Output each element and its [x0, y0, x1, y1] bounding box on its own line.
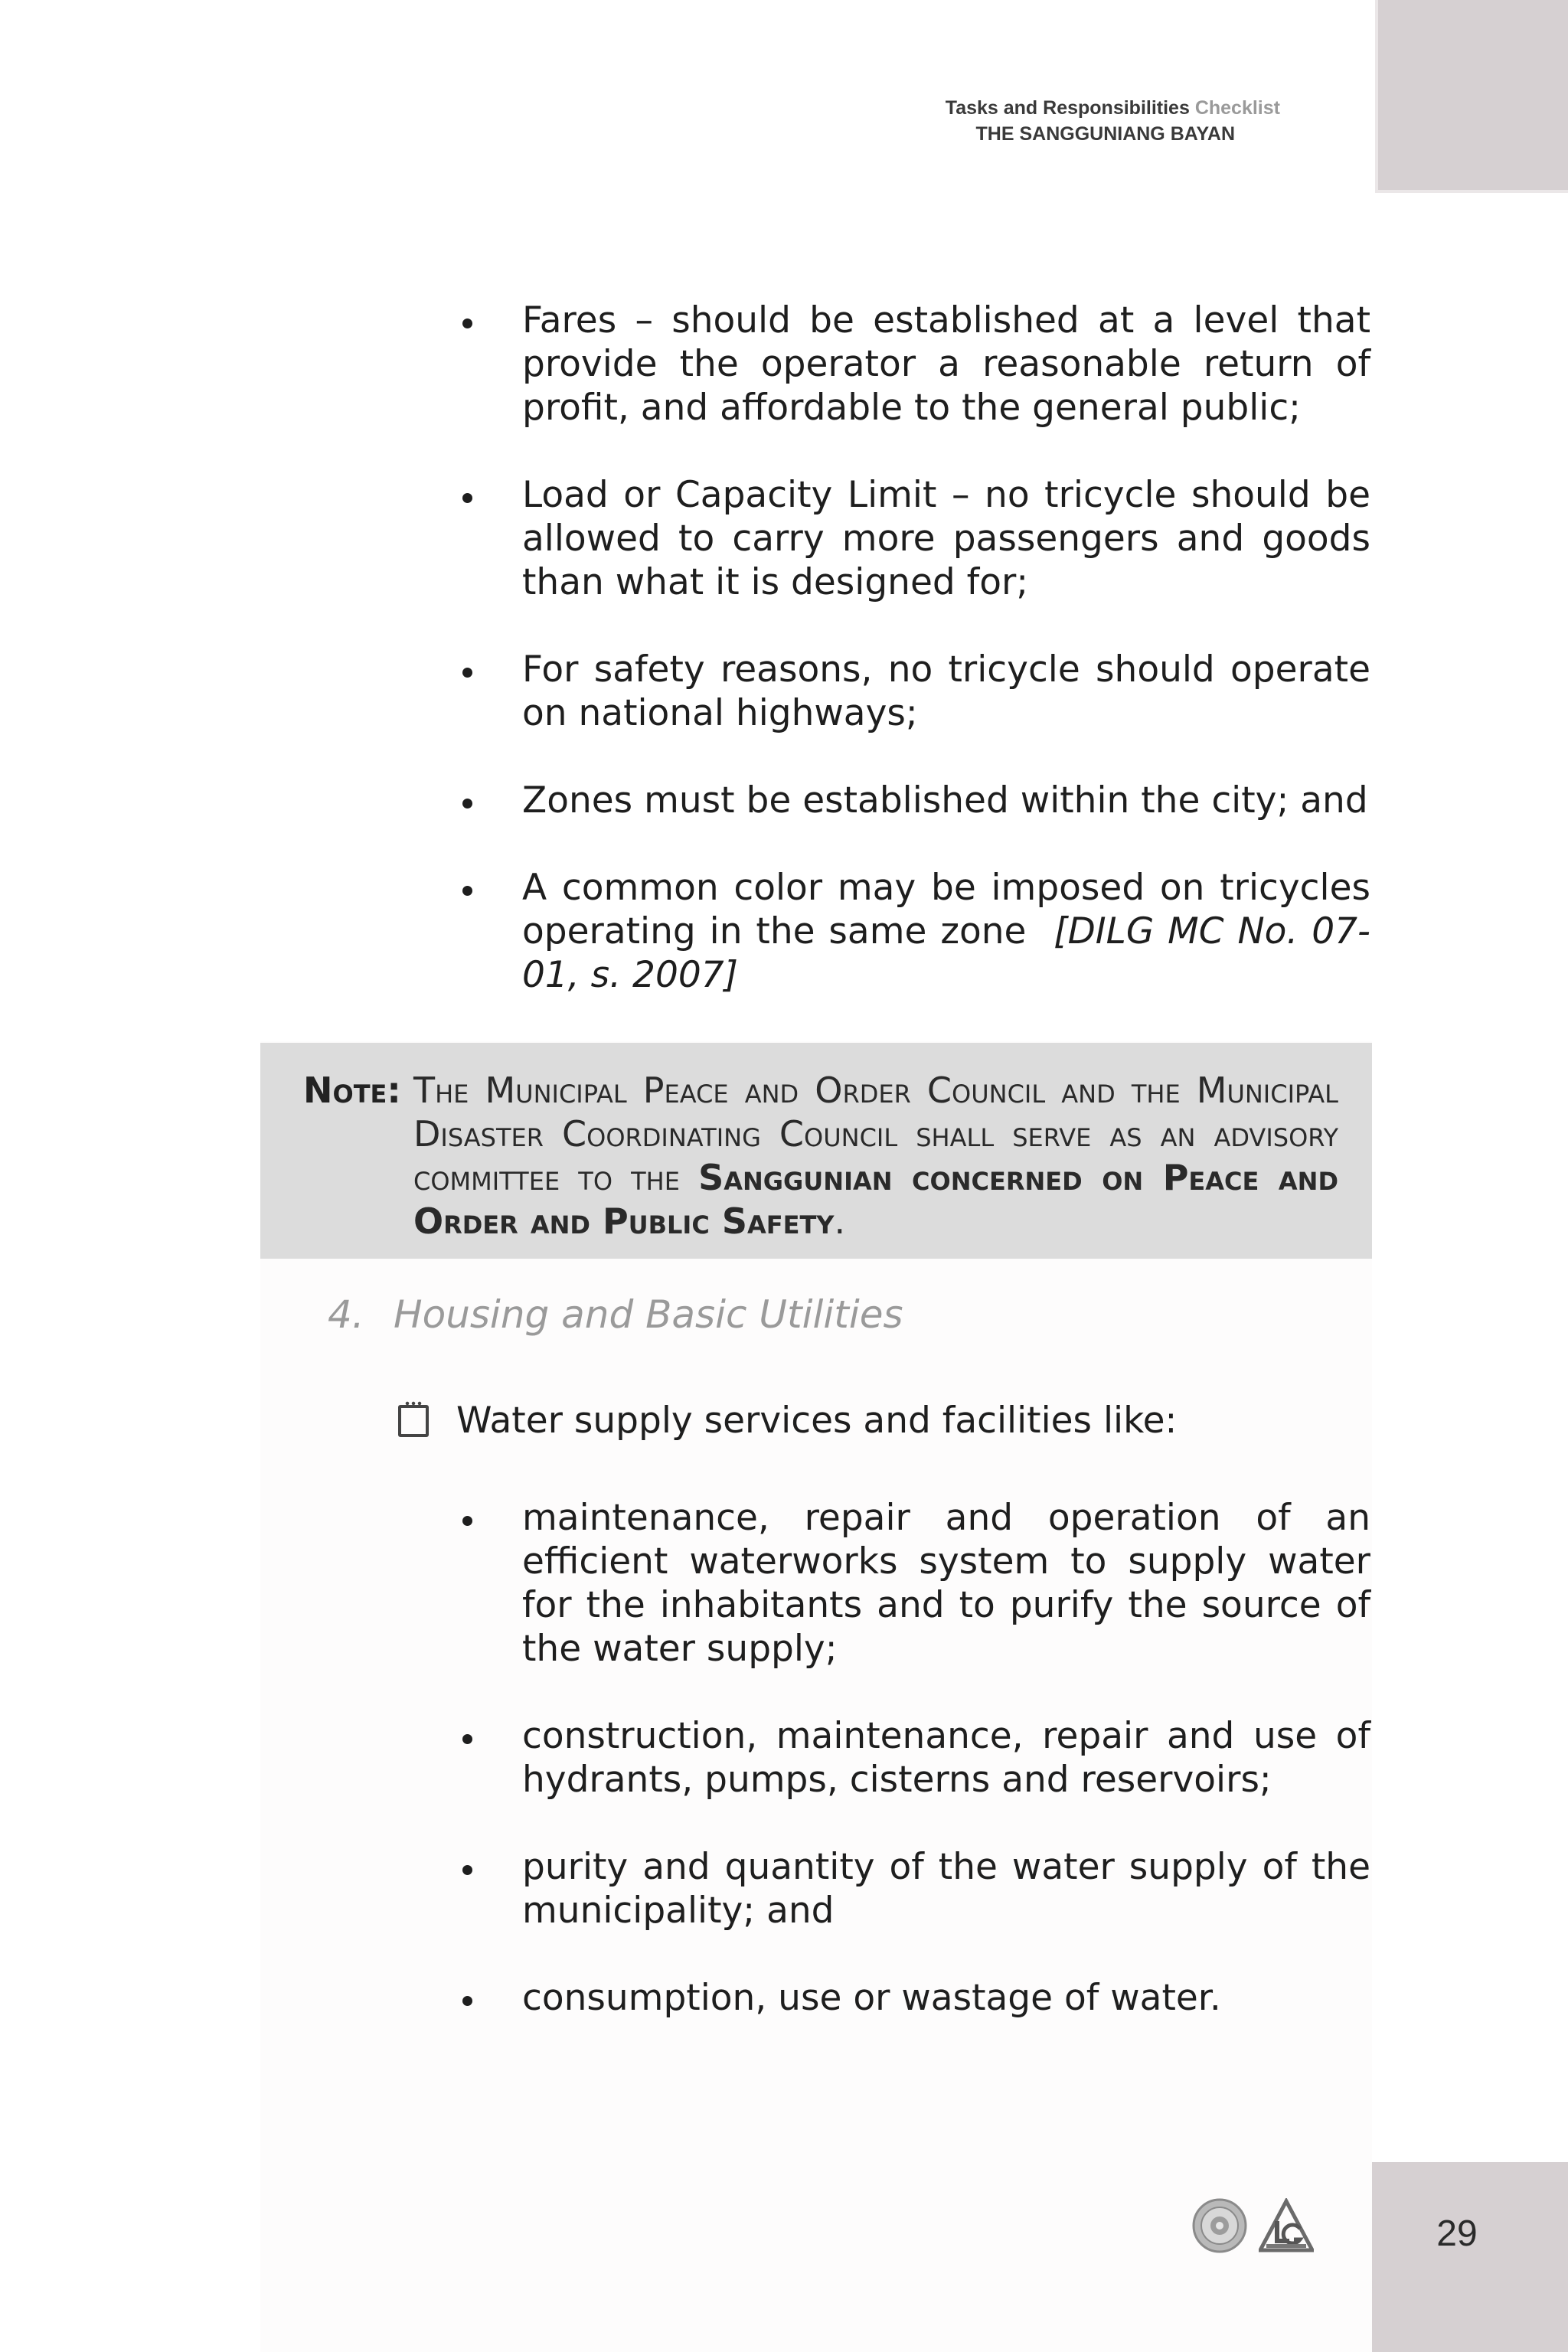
bullet-icon	[462, 668, 472, 678]
running-header	[766, 95, 1280, 147]
section-heading	[328, 1292, 903, 1337]
dilg-seal-icon	[1191, 2197, 1248, 2254]
citation: [DILG MC No. 07-01, s. 2007]	[522, 910, 1370, 996]
notepad-checkbox-icon[interactable]	[398, 1405, 429, 1437]
bullet-icon	[462, 1734, 472, 1744]
bullet-icon	[462, 1516, 472, 1526]
footer-logos	[1191, 2197, 1314, 2254]
list-item: Zones must be established within the city; and	[458, 779, 1370, 822]
list-item: maintenance, repair and operation of an efficient waterworks system to supply water for the inhabitants and to purify the source of the water supply;	[458, 1496, 1370, 1671]
page-number: 29	[1436, 2213, 1478, 2254]
checklist-label: Water supply services and facilities like:	[456, 1400, 1178, 1442]
bullet-icon	[462, 318, 472, 328]
list-item: Load or Capacity Limit – no tricycle should be allowed to carry more passengers and goods than what it is designed for;	[458, 473, 1370, 604]
list-item: construction, maintenance, repair and use of hydrants, pumps, cisterns and reservoirs;	[458, 1714, 1370, 1802]
section-title: Housing and Basic Utilities	[394, 1292, 903, 1337]
list-item: Fares – should be established at a level that provide the operator a reasonable return of profit, and affordable to the general public;	[458, 299, 1370, 430]
corner-tab-top	[1375, 0, 1568, 193]
bullet-icon	[462, 886, 472, 896]
bullet-icon	[462, 1865, 472, 1875]
list-item: For safety reasons, no tricycle should operate on national highways;	[458, 648, 1370, 735]
bullet-icon	[462, 799, 472, 808]
header-title-light: Checklist	[1194, 97, 1280, 119]
tricycle-rules-list	[458, 299, 1370, 997]
note-text-bold: Sanggunian concerned on Peace and Order and Public Safety	[413, 1157, 1339, 1242]
water-supply-list	[458, 1496, 1370, 2063]
list-item: A common color may be imposed on tricycles operating in the same zone [DILG MC No. 07-01, s. 2007]	[458, 866, 1370, 997]
list-item: consumption, use or wastage of water.	[458, 1976, 1370, 2020]
section-number: 4.	[328, 1292, 364, 1337]
checklist-item	[398, 1398, 1177, 1444]
bullet-icon	[462, 493, 472, 503]
header-subtitle: THE SANGGUNIANG BAYAN	[975, 123, 1235, 145]
lga-logo-icon	[1259, 2198, 1314, 2253]
note-label: Note:	[303, 1070, 401, 1111]
header-title: Tasks and Responsibilities Checklist	[945, 97, 1280, 119]
note-text: The Municipal Peace and Order Council and the Municipal Disaster Coordinating Council shall serve as an advisory committee to the Sanggunian concerned on Peace and Order and Public Safety.	[413, 1070, 1339, 1242]
corner-tab-bottom	[1372, 2162, 1568, 2352]
list-item: purity and quantity of the water supply of the municipality; and	[458, 1845, 1370, 1932]
bullet-icon	[462, 1996, 472, 2006]
